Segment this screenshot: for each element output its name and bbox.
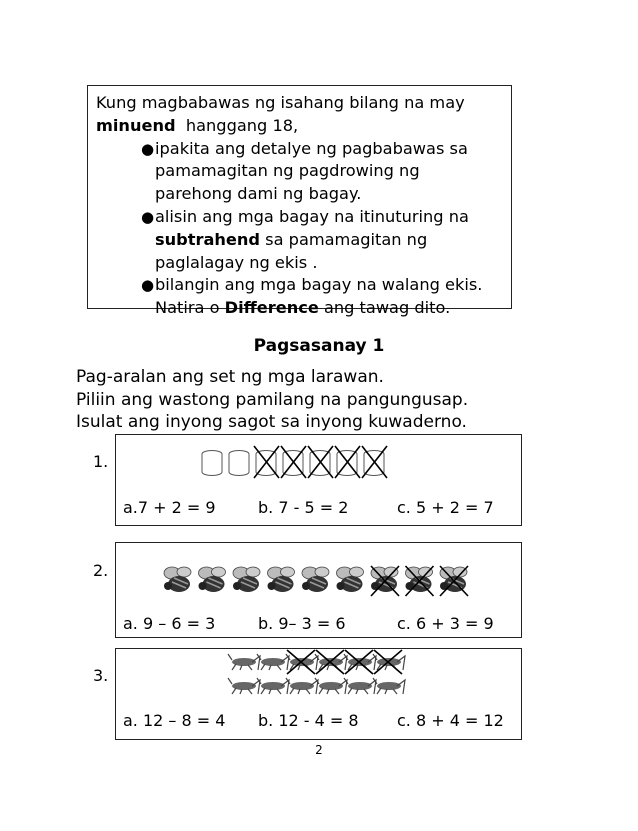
bullet-3-line1: bilangin ang mga bagay na walang ekis.: [155, 275, 483, 295]
instruction-line-1: Pag-aralan ang set ng mga larawan.: [76, 367, 384, 387]
question-3-number: 3.: [93, 666, 109, 685]
question-3-choice-a[interactable]: a. 12 – 8 = 4: [123, 711, 226, 730]
grasshopper-icon: [373, 650, 405, 674]
grasshopper-icon: [228, 678, 260, 694]
bullet-1-line1: ipakita ang detalye ng pagbabawas sa: [155, 138, 468, 158]
question-1-choice-b[interactable]: b. 7 - 5 = 2: [258, 498, 349, 517]
grasshopper-icon: [344, 650, 376, 674]
grasshopper-icon: [373, 678, 405, 694]
question-1-number: 1.: [93, 452, 109, 471]
grasshopper-icon: [228, 654, 260, 670]
bullet-2-line3: paglalagay ng ekis .: [155, 252, 318, 272]
question-2-number: 2.: [93, 561, 109, 580]
instruction-line-2: Piliin ang wastong pamilang na pangungusap.: [76, 389, 469, 410]
grasshopper-icon: [344, 678, 376, 694]
page-number: 2: [315, 743, 323, 757]
bullet-icon: ●: [141, 276, 155, 295]
grasshopper-icon: [286, 678, 318, 694]
grasshopper-icon: [315, 650, 347, 674]
bullet-icon: ●: [141, 139, 155, 158]
question-1-choice-a[interactable]: a.7 + 2 = 9: [123, 498, 216, 517]
grasshopper-icon: [315, 678, 347, 694]
bullet-1-line2: pamamagitan ng pagdrowing ng: [155, 161, 420, 181]
bullet-1-line3: parehong dami ng bagay.: [155, 184, 362, 204]
grasshopper-icon: [257, 654, 289, 670]
bullet-3-line2-start: Natira o: [155, 298, 220, 318]
question-3-choices: [0, 711, 638, 733]
minuend-term: minuend: [96, 115, 176, 135]
instruction-line-3: Isulat ang inyong sagot sa inyong kuwaderno.: [76, 412, 467, 432]
question-1-choice-c[interactable]: c. 5 + 2 = 7: [397, 498, 494, 517]
rule-intro-line1: Kung magbabawas ng isahang bilang na may: [96, 93, 465, 112]
bullet-2-line1: alisin ang mga bagay na itinuturing na: [155, 206, 469, 226]
bullet-icon: ●: [141, 207, 155, 226]
question-2-choice-a[interactable]: a. 9 – 6 = 3: [123, 614, 216, 633]
question-2-choice-b[interactable]: b. 9– 3 = 6: [258, 614, 346, 633]
question-3-choice-b[interactable]: b. 12 - 4 = 8: [258, 711, 359, 730]
difference-term: Difference: [224, 298, 319, 318]
question-2-choice-c[interactable]: c. 6 + 3 = 9: [397, 614, 494, 633]
exercise-title: Pagsasanay 1: [253, 336, 385, 356]
subtrahend-term: subtrahend: [155, 229, 261, 249]
grasshopper-icon: [286, 650, 318, 674]
bullet-3-line2-rest: ang tawag dito.: [323, 298, 451, 318]
grasshopper-icon: [257, 678, 289, 694]
question-3-choice-c[interactable]: c. 8 + 4 = 12: [397, 711, 504, 730]
bullet-2-line2-rest: sa pamamagitan ng: [265, 229, 428, 249]
rule-intro-line2-rest: hanggang 18,: [185, 115, 299, 135]
